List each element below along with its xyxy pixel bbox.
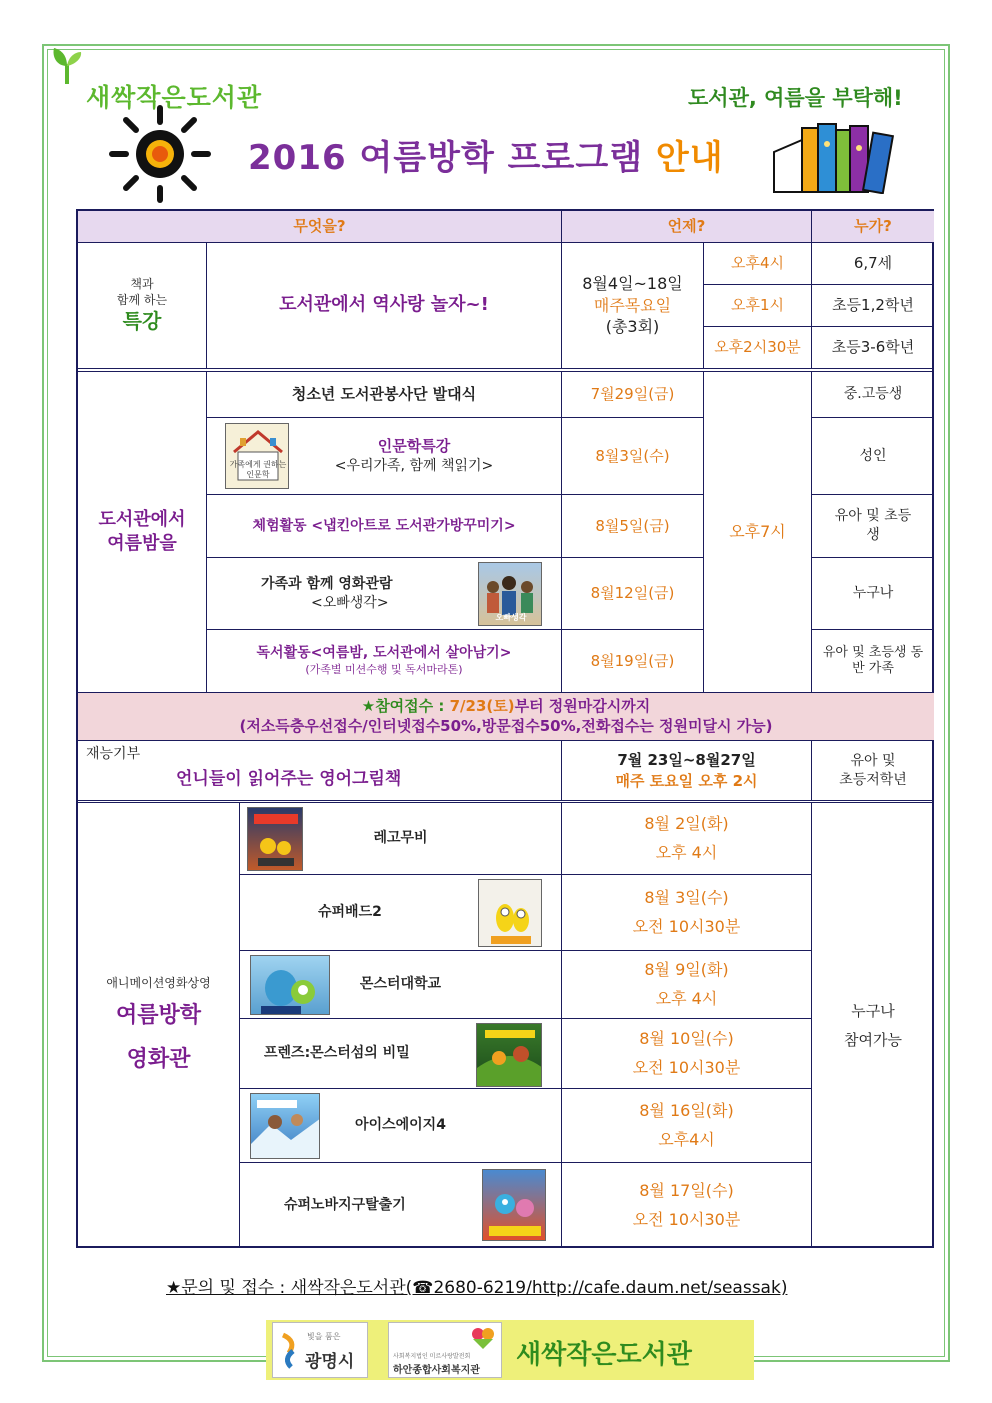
night-cat-2: 여름밤을: [107, 533, 177, 554]
special-target-1-label: 6,7세: [853, 254, 893, 273]
night-row-5-date: [562, 630, 704, 693]
cinema-target: [812, 803, 934, 1248]
cinema-category: [78, 803, 240, 1248]
night-row-1-date: [562, 372, 704, 418]
haan-welfare-logo: [388, 1322, 502, 1378]
movie-3-date-cell: [562, 951, 812, 1019]
special-time-1: [704, 243, 812, 285]
ice-age-poster: [250, 1093, 320, 1159]
movie-4-label: 프렌즈:몬스터섬의 비밀: [264, 1045, 410, 1062]
night-row-3-title: [207, 495, 562, 558]
special-time-2-label: 오후1시: [730, 296, 784, 315]
gwangmyeong-logo: [272, 1322, 368, 1378]
movie-2-time: 오전 10시30분: [632, 916, 741, 936]
movie-1-date: 8월 2일(화): [644, 813, 729, 833]
night-row-5-target-label: 유아 및 초등생 동반 가족: [822, 645, 924, 676]
night-row-3-label: 체험활동 <냅킨아트로 도서관가방꾸미기>: [252, 517, 516, 534]
movie-6-label: 슈퍼노바지구탈출기: [284, 1197, 406, 1214]
movie-6-date-cell: [562, 1163, 812, 1248]
night-common-time: [704, 372, 812, 693]
special-target-3: [812, 327, 934, 369]
movie-3-date: 8월 9일(화): [644, 959, 729, 979]
night-row-2-target-label: 성인: [859, 447, 887, 464]
movie-4-date: 8월 10일(수): [639, 1028, 734, 1048]
oppa-movie-thumbnail: [478, 562, 542, 626]
night-row-1-target: [812, 372, 934, 418]
talent-date: 7월 23일~8월27일: [617, 751, 756, 770]
monsters-university-poster: [250, 955, 330, 1015]
special-date-2: 매주목요일: [593, 295, 672, 315]
night-row-5-title: [207, 630, 562, 693]
night-row-4-target: [812, 558, 934, 630]
night-row-5-date-label: 8월19일(금): [590, 651, 675, 670]
despicable-me-poster: [478, 879, 542, 947]
night-common-time-label: 오후7시: [729, 522, 786, 542]
notice-line-2: (저소득층우선접수/인터넷접수50%,방문접수50%,전화접수는 정원미달시 가능): [239, 716, 773, 735]
special-date-1: 8월4일~18일: [582, 274, 683, 294]
haan-small: 사회복지법인 미르사랑발전회: [393, 1353, 471, 1360]
header-when-label: 언제?: [667, 217, 706, 236]
header-what-label: 무엇을?: [293, 217, 346, 236]
night-row-1-target-label: 중.고등생: [843, 386, 903, 403]
notice-date: 7/23(토): [449, 697, 515, 715]
special-category: [78, 243, 207, 369]
talent-target-2: 초등저학년: [839, 771, 907, 788]
movie-5-date: 8월 16일(화): [639, 1100, 734, 1120]
special-cat-big: 특강: [122, 309, 162, 334]
talent-target-cell: [812, 741, 934, 801]
cinema-bottom-spacer: [78, 1247, 240, 1248]
night-row-2-sub: <우리가족, 함께 책읽기>: [334, 457, 494, 474]
header-who-label: 누가?: [854, 217, 892, 236]
special-time-3-label: 오후2시30분: [714, 338, 801, 357]
movie-4-date-cell: [562, 1019, 812, 1089]
monster-icon: [251, 956, 330, 1015]
talent-title-cell: [78, 741, 562, 801]
movie-2-date: 8월 3일(수): [644, 887, 729, 907]
movie-1-label: 레고무비: [373, 830, 428, 847]
haan-name: 하안종합사회복지관: [393, 1365, 480, 1376]
slogan: 도서관, 여름을 부탁해!: [688, 86, 903, 110]
haan-emblem-icon: [469, 1325, 497, 1351]
special-date: [562, 243, 704, 369]
contact-info: ★문의 및 접수 : 새싹작은도서관(☎2680-6219/http://cafe.daum.net/seassak): [166, 1278, 788, 1298]
special-time-2: [704, 285, 812, 327]
notice-prefix: ★참여접수 :: [361, 697, 450, 715]
night-row-4-date-label: 8월12일(금): [590, 584, 675, 603]
notice-row: [78, 693, 934, 741]
gwangmyeong-emblem-icon: [279, 1331, 301, 1369]
library-name: 새싹작은도서관: [86, 83, 263, 112]
night-row-3-date-label: 8월5일(금): [595, 516, 670, 535]
minion-icon: [479, 880, 542, 947]
night-row-5-target: [812, 630, 934, 693]
cinema-target-2: 참여가능: [844, 1030, 902, 1049]
movie-1-time: 오후 4시: [655, 842, 718, 862]
talent-time: 매주 토요일 오후 2시: [615, 771, 758, 790]
notice-suffix: 부터 정원마감시까지: [514, 697, 651, 715]
header-who: [812, 211, 934, 243]
night-row-1-title: [207, 372, 562, 418]
sun-icon: [106, 104, 214, 204]
night-row-1-date-label: 7월29일(금): [590, 385, 675, 404]
gwangmyeong-name: 광명시: [305, 1352, 355, 1372]
special-cat-small-2: 함께 하는: [116, 293, 168, 307]
cinema-cat-big-1: 여름방학: [115, 1003, 201, 1029]
talent-label: 재능기부: [86, 746, 141, 762]
talent-target-1: 유아 및: [850, 752, 896, 769]
night-row-2-date: [562, 418, 704, 495]
night-row-4-target-label: 누구나: [852, 585, 894, 602]
notice-line-1: [362, 697, 651, 717]
night-row-5-label: 독서활동<여름밤, 도서관에서 살아남기>: [256, 645, 512, 662]
books-icon: [772, 116, 896, 194]
page-title: [248, 130, 724, 179]
movie-4-time: 오전 10시30분: [632, 1057, 741, 1077]
special-title: [207, 243, 562, 369]
special-target-3-label: 초등3-6학년: [831, 338, 915, 357]
movie-5-label: 아이스에이지4: [355, 1117, 446, 1134]
special-target-2: [812, 285, 934, 327]
movie-3-label: 몬스터대학교: [359, 976, 442, 993]
lego-movie-poster: [247, 807, 303, 871]
oppa-movie-caption: 오빠생각: [495, 613, 527, 622]
friends-movie-poster: [476, 1023, 542, 1087]
alien-icon: [483, 1170, 546, 1241]
header-when: [562, 211, 812, 243]
gwangmyeong-small: 빛을 품은: [307, 1332, 341, 1341]
jungle-icon: [477, 1024, 542, 1087]
special-time-1-label: 오후4시: [730, 254, 784, 273]
talent-title: 언니들이 읽어주는 영어그림책: [176, 768, 402, 789]
night-row-3-target-label: 유아 및 초등생: [834, 508, 912, 543]
house-icon: [226, 424, 289, 489]
cinema-cat-small: 애니메이션영화상영: [106, 976, 211, 991]
ice-age-icon: [251, 1094, 320, 1159]
escape-planet-poster: [482, 1169, 546, 1241]
movie-2-label: 슈퍼배드2: [318, 904, 382, 921]
footer-library-name: 새싹작은도서관: [516, 1340, 692, 1370]
movie-5-time: 오후4시: [658, 1129, 715, 1149]
night-category: [78, 372, 207, 693]
night-cat-1: 도서관에서: [98, 508, 186, 530]
night-row-4-label: 가족과 함께 영화관람: [261, 575, 393, 592]
special-target-1: [812, 243, 934, 285]
movie-3-time: 오후 4시: [655, 988, 718, 1008]
movie-2-date-cell: [562, 875, 812, 951]
special-title-label: 도서관에서 역사랑 놀자~!: [279, 294, 489, 316]
night-row-3-target: [812, 495, 934, 558]
special-cat-small-1: 책과: [130, 276, 154, 291]
cinema-target-1: 누구나: [851, 1002, 895, 1020]
talent-date-cell: [562, 741, 812, 801]
sprout-icon: [50, 44, 84, 84]
humanities-book-caption: 가족에게 권하는 인문학: [229, 460, 287, 479]
night-row-3-date: [562, 495, 704, 558]
title-accent: 안내: [655, 138, 724, 178]
night-row-2-label: 인문학특강: [377, 437, 451, 456]
special-target-2-label: 초등1,2학년: [832, 296, 914, 315]
special-date-3: (총3회): [605, 317, 660, 337]
movie-6-time: 오전 10시30분: [632, 1209, 741, 1229]
movie-5-date-cell: [562, 1089, 812, 1163]
night-row-2-target: [812, 418, 934, 495]
night-row-5-sub: (가족별 미션수행 및 독서마라톤): [305, 663, 463, 677]
cinema-cat-big-2: 영화관: [126, 1047, 191, 1073]
night-row-2-date-label: 8월3일(수): [595, 446, 670, 465]
humanities-book-thumbnail: [225, 423, 289, 489]
lego-poster-icon: [248, 808, 303, 871]
program-table: [76, 209, 934, 1248]
header-what: [78, 211, 562, 243]
movie-1-date-cell: [562, 803, 812, 875]
special-time-3: [704, 327, 812, 369]
movie-6-date: 8월 17일(수): [639, 1180, 734, 1200]
night-row-1-label: 청소년 도서관봉사단 발대식: [291, 385, 477, 404]
title-main: 2016 여름방학 프로그램: [248, 138, 656, 178]
night-row-4-sub: <오빠생각>: [311, 594, 389, 611]
night-row-4-date: [562, 558, 704, 630]
